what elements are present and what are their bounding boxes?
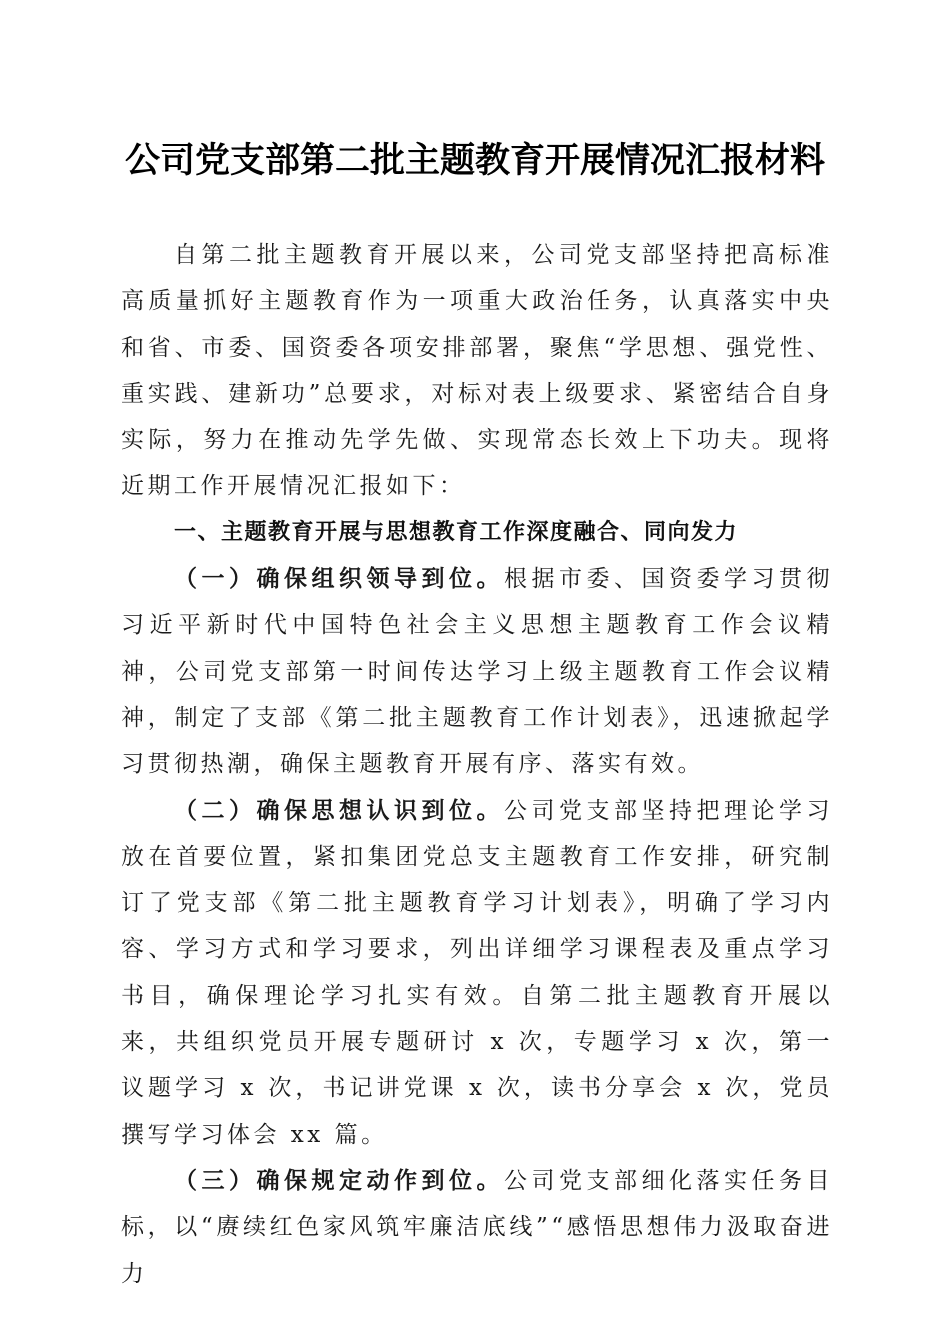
section-1-item-3	[121, 1158, 833, 1297]
section-1-item-1	[121, 556, 833, 787]
item-2-text: 公司党支部坚持把理论学习放在首要位置，紧扣集团党总支主题教育工作安排，研究制订了党支部《第二批主题教育学习计划表》，明确了学习内容、学习方式和学习要求，列出详细学习课程表及重点学习书目，确保理论学习扎实有效。自第二批主题教育开展以来，共组织党员开展专题研讨 x 次，专题学习 x 次，第一议题学习 x 次，书记讲党课 x 次，读书分享会 x 次，党员撰写学习体会 xx 篇。	[121, 797, 833, 1148]
item-3-label: （三）确保规定动作到位。	[174, 1166, 504, 1194]
item-3-text: 公司党支部细化落实任务目标，以“赓续红色家风筑牢廉洁底线”“感悟思想伟力汲取奋进力	[121, 1167, 833, 1287]
section-1-heading: 一、主题教育开展与思想教育工作深度融合、同向发力	[174, 519, 739, 545]
document-body	[121, 232, 833, 1297]
document-title: 公司党支部第二批主题教育开展情况汇报材料	[124, 140, 825, 181]
intro-paragraph: 自第二批主题教育开展以来，公司党支部坚持把高标准高质量抓好主题教育作为一项重大政治任务，认真落实中央和省、市委、国资委各项安排部署，聚焦“学思想、强党性、重实践、建新功”总要求，对标对表上级要求、紧密结合自身实际，努力在推动先学先做、实现常态长效上下功夫。现将近期工作开展情况汇报如下：	[121, 242, 833, 500]
item-2-label: （二）确保思想认识到位。	[174, 796, 504, 824]
item-1-text: 根据市委、国资委学习贯彻习近平新时代中国特色社会主义思想主题教育工作会议精神，公司党支部第一时间传达学习上级主题教育工作会议精神，制定了支部《第二批主题教育工作计划表》，迅速掀起学习贯彻热潮，确保主题教育开展有序、落实有效。	[121, 566, 833, 778]
section-1-item-2	[121, 788, 833, 1158]
item-1-label: （一）确保组织领导到位。	[174, 565, 504, 593]
